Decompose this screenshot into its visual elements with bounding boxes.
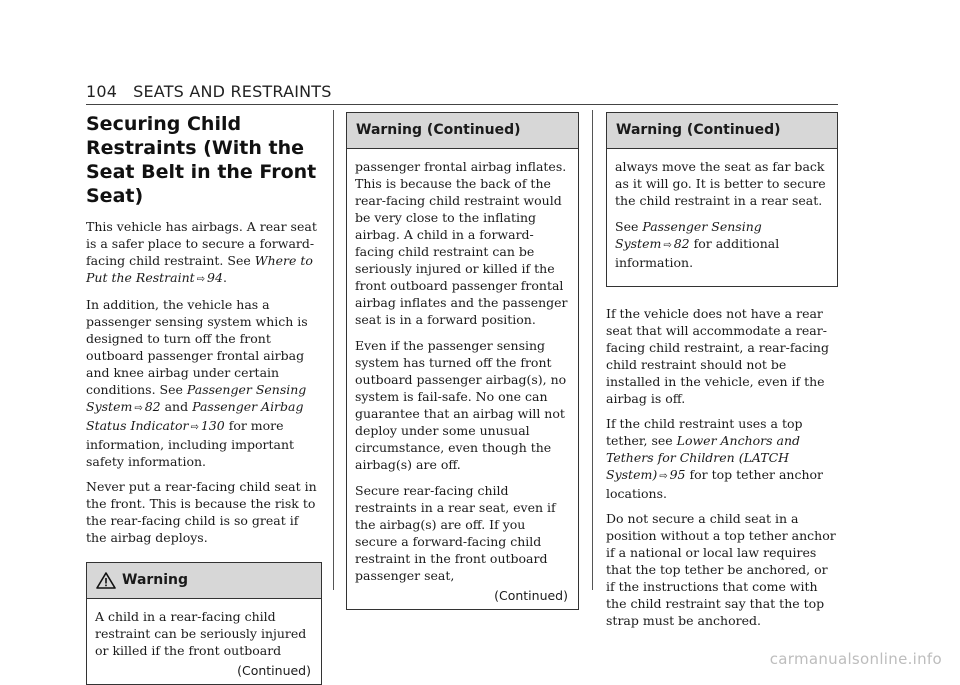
cross-reference-link[interactable]: Passenger Airbag Status Indicator ⇨ 130 xyxy=(86,399,304,433)
paragraph: Secure rear-facing child restraints in a rear seat, even if the airbag(s) are off. If you secure a forward-facing child restraint in the front outboard passenger seat, xyxy=(355,483,556,583)
warning-body xyxy=(347,149,578,609)
warning-title: Warning xyxy=(87,563,321,599)
paragraph: always move the seat as far back as it will go. It is better to secure the child restraint in a rear seat. xyxy=(615,159,826,208)
warning-box-continued xyxy=(346,112,579,610)
warning-title: Warning (Continued) xyxy=(607,113,837,149)
warning-title: Warning (Continued) xyxy=(347,113,578,149)
page-reference-arrow-icon: ⇨ xyxy=(659,471,668,482)
section-heading: Securing Child Restraints (With the Seat Belt in the Front Seat) xyxy=(86,113,317,207)
continued-label: (Continued) xyxy=(494,588,568,603)
page-number: 104 xyxy=(86,82,118,101)
paragraph: Never put a rear-facing child seat in the front. This is because the risk to the rear-facing child is so great if the airbag deploys. xyxy=(86,479,317,545)
cross-reference-link[interactable]: Lower Anchors and Tethers for Children (LATCH System) ⇨ 95 xyxy=(606,433,801,482)
column-divider xyxy=(592,110,593,590)
page-reference-arrow-icon: ⇨ xyxy=(134,403,143,414)
watermark: carmanualsonline.info xyxy=(769,650,942,668)
warning-triangle-icon xyxy=(96,572,116,589)
cross-reference-link[interactable]: Passenger Sensing System ⇨ 82 xyxy=(615,219,762,251)
warning-body: A child in a rear-facing child restraint can be seriously injured or killed if the front outboard (Continued) xyxy=(95,609,311,678)
paragraph: In addition, the vehicle has a passenger sensing system which is designed to turn off the front outboard passenger frontal airbag and knee airbag under certain conditions. See Passenger Sensing System ⇨ 82 and Passenger Airbag Status Indicator ⇨ 130 for more information, including important safety information. xyxy=(86,297,308,469)
continued-label: (Continued) xyxy=(237,663,311,678)
paragraph: Even if the passenger sensing system has turned off the front outboard passenger airbag(s), no system is fail-safe. No one can guarantee that an airbag will not deploy under some unusual circumstance, even though the airbag(s) are off. xyxy=(355,338,567,472)
page-reference-arrow-icon: ⇨ xyxy=(190,422,199,433)
page-header xyxy=(86,82,838,105)
warning-box xyxy=(86,562,322,685)
page-reference-arrow-icon: ⇨ xyxy=(196,274,206,285)
warning-body xyxy=(607,149,837,286)
column-divider xyxy=(333,110,334,590)
column-3 xyxy=(606,112,838,637)
paragraph: If the child restraint uses a top tether, see Lower Anchors and Tethers for Children (LATCH System) ⇨ 95 for top tether anchor locations. xyxy=(606,416,824,501)
page-reference-arrow-icon: ⇨ xyxy=(663,240,672,251)
cross-reference-link[interactable]: Passenger Sensing System ⇨ 82 xyxy=(86,382,307,414)
paragraph: Do not secure a child seat in a position without a top tether anchor if a national or local law requires that the top tether be anchored, or if the instructions that come with the child restraint say that the top strap must be anchored. xyxy=(606,511,836,628)
section-title: SEATS AND RESTRAINTS xyxy=(133,82,332,101)
paragraph: If the vehicle does not have a rear seat that will accommodate a rear-facing child restraint, a rear-facing child restraint should not be installed in the vehicle, even if the airbag is off. xyxy=(606,306,829,406)
paragraph: This vehicle has airbags. A rear seat is a safer place to secure a forward-facing child restraint. See Where to Put the Restraint ⇨ 94. xyxy=(86,219,317,285)
column-2 xyxy=(346,112,579,610)
cross-reference-link[interactable]: Where to Put the Restraint ⇨ 94 xyxy=(86,253,313,285)
paragraph: See Passenger Sensing System ⇨ 82 for additional information. xyxy=(615,219,780,270)
paragraph: passenger frontal airbag inflates. This is because the back of the rear-facing child restraint would be very close to the inflating airbag. A child in a forward-facing child restraint can be seriously injured or killed if the front outboard passenger frontal airbag inflates and the passenger seat is in a forward position. xyxy=(355,159,568,327)
column-1 xyxy=(86,112,322,685)
warning-box-continued xyxy=(606,112,838,287)
